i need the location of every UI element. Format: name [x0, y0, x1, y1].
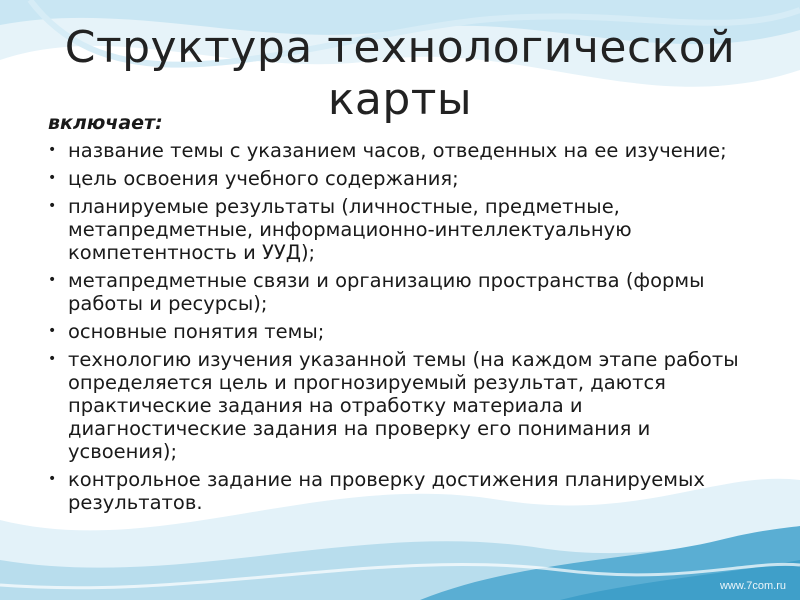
bullet-icon: • — [48, 471, 57, 487]
list-item-text: планируемые результаты (личностные, предметные, метапредметные, информационно-интеллектуальную компетентность и УУД); — [68, 195, 632, 264]
list-item-text: основные понятия темы; — [68, 320, 325, 343]
list-item-text: название темы с указанием часов, отведенных на ее изучение; — [68, 139, 727, 162]
bullet-icon: • — [48, 170, 57, 186]
list-item-text: контрольное задание на проверку достижения планируемых результатов. — [68, 468, 705, 514]
list-item — [48, 139, 748, 162]
bullet-icon: • — [48, 272, 57, 288]
list-item-text: метапредметные связи и организацию пространства (формы работы и ресурсы); — [68, 269, 705, 315]
intro-label: включает: — [48, 112, 163, 134]
slide-title: Структура технологической карты — [64, 22, 736, 125]
list-item-text: технологию изучения указанной темы (на каждом этапе работы определяется цель и прогнозируемый результат, даются практические задания на отработку материала и диагностические задания на проверку его понимания и усвоения); — [68, 348, 739, 463]
bullet-icon: • — [48, 351, 57, 367]
list-item — [48, 269, 748, 315]
list-item — [48, 348, 748, 463]
bullet-icon: • — [48, 323, 57, 339]
bullet-list — [48, 139, 748, 514]
bullet-icon: • — [48, 142, 57, 158]
list-item — [48, 167, 748, 190]
watermark: www.7com.ru — [719, 580, 786, 592]
bullet-icon: • — [48, 198, 57, 214]
list-item — [48, 468, 748, 514]
list-item-text: цель освоения учебного содержания; — [68, 167, 459, 190]
slide-content — [48, 112, 748, 519]
list-item — [48, 195, 748, 264]
list-item — [48, 320, 748, 343]
